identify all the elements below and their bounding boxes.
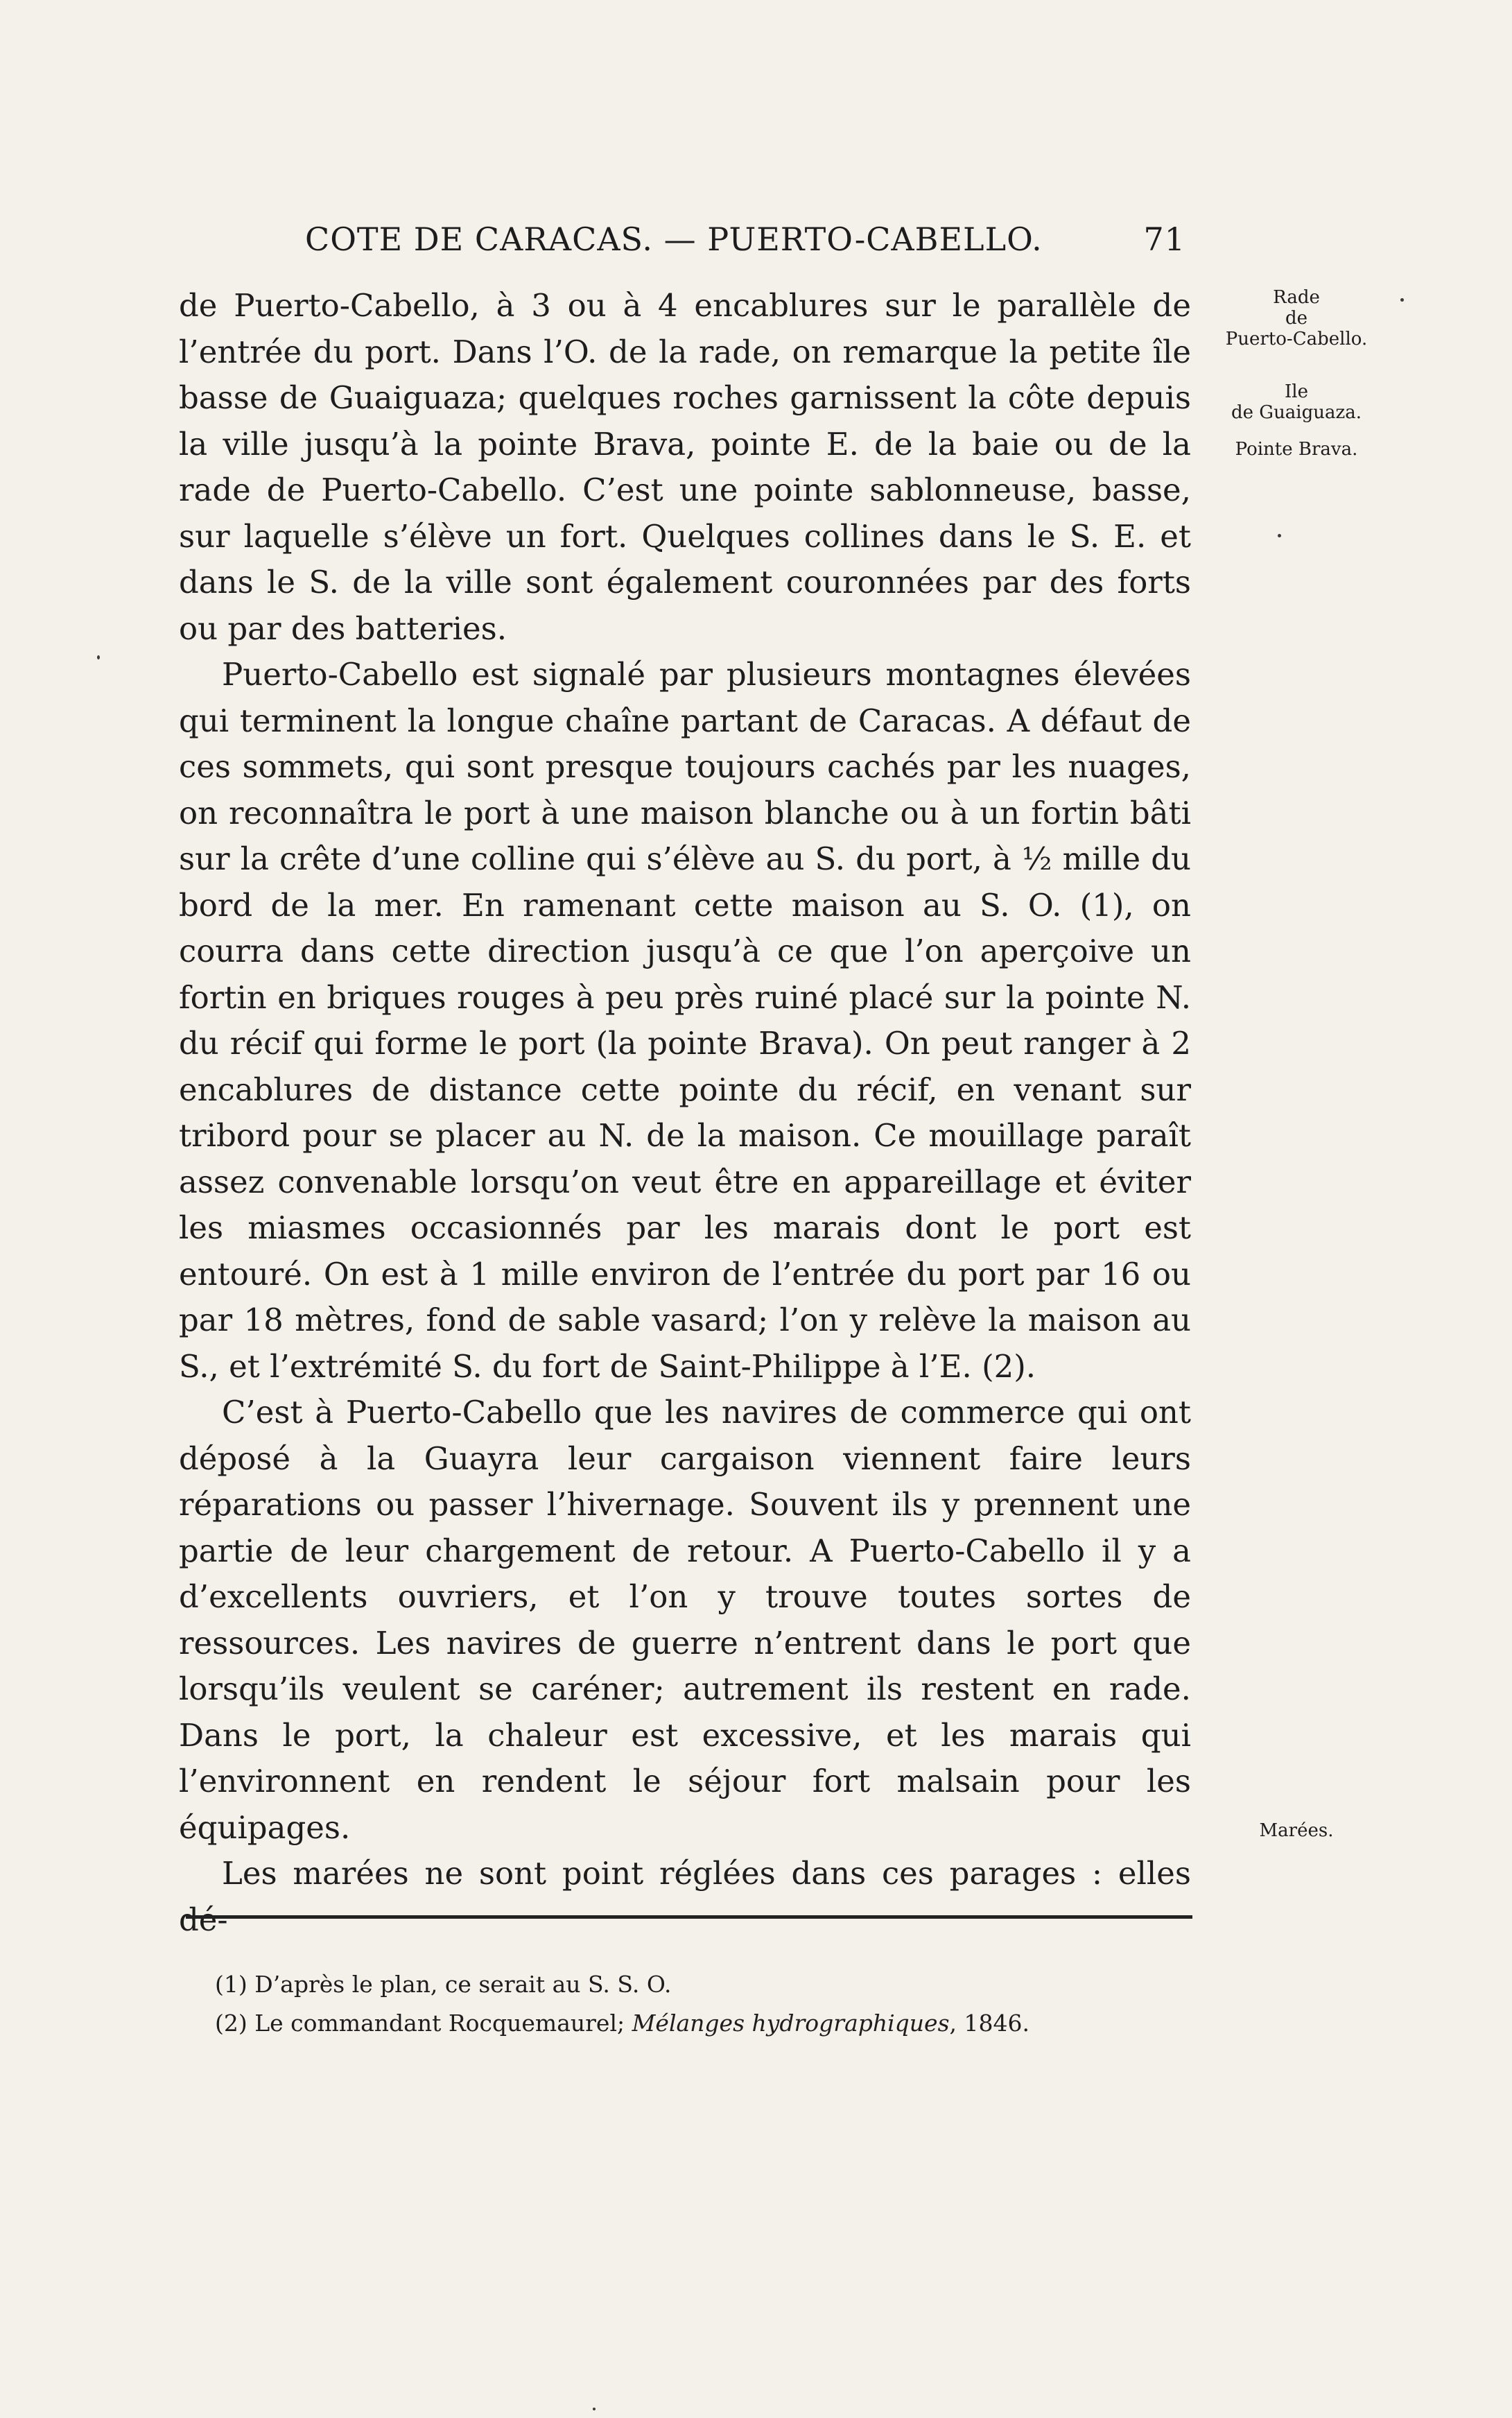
print-speck (1400, 298, 1404, 302)
margin-note-line: Marées. (1259, 1820, 1334, 1841)
paragraph: de Puerto-Cabello, à 3 ou à 4 encablures sur le parallèle de l’entrée du port. Dans l’O. de la rade, on remarque la petite île basse de Guaiguaza; quelques roches garnissent la côte depuis la ville jusqu’à la pointe Brava, pointe E. de la baie ou de la rade de Puerto-Cabello. C’est une pointe sablonneuse, basse, sur laquelle s’élève un fort. Quelques collines dans le S. E. et dans le S. de la ville sont également couronnées par des forts ou par des batteries. (179, 287, 1191, 647)
footnotes (215, 1965, 1185, 2043)
body-text (179, 283, 1191, 1943)
print-speck (97, 655, 100, 659)
margin-note-line: Puerto-Cabello. (1225, 329, 1368, 349)
footnote-2-prefix: (2) Le commandant Rocquemaurel; (215, 2010, 632, 2037)
footnote-1: (1) D’après le plan, ce serait au S. S. O. (215, 1971, 672, 1998)
margin-note-marees (1210, 1820, 1383, 1841)
paragraph: Puerto-Cabello est signalé par plusieurs montagnes élevées qui terminent la longue chaîne partant de Caracas. A défaut de ces sommets, qui sont presque toujours cachés par les nuages, on reconnaîtra le port à une maison blanche ou à un fortin bâti sur la crête d’une colline qui s’élève au S. du port, à ½ mille du bord de la mer. En ramenant cette maison au S. O. (1), on courra dans cette direction jusqu’à ce que l’on aperçoive un fortin en briques rouges à peu près ruiné placé sur la pointe N. du récif qui forme le port (la pointe Brava). On peut ranger à 2 encablures de distance cette pointe du récif, en venant sur tribord pour se placer au N. de la maison. Ce mouillage paraît assez convenable lorsqu’on veut être en appareillage et éviter les miasmes occasionnés par les marais dont le port est entouré. On est à 1 mille environ de l’entrée du port par 16 ou par 18 mètres, fond de sable vasard; l’on y relève la maison au S., et l’extrémité S. du fort de Saint-Philippe à l’E. (2). (179, 656, 1191, 1385)
margin-note-line: Pointe Brava. (1235, 439, 1358, 460)
page-number: 71 (1143, 221, 1185, 258)
paragraph: Les marées ne sont point réglées dans ces parages : elles dé- (179, 1855, 1191, 1938)
running-head-title: COTE DE CARACAS. — PUERTO-CABELLO. (305, 221, 1043, 258)
running-head (305, 221, 1185, 262)
paragraph: C’est à Puerto-Cabello que les navires de commerce qui ont déposé à la Guayra leur cargaison viennent faire leurs réparations ou passer l’hivernage. Souvent ils y prennent une partie de leur chargement de retour. A Puerto-Cabello il y a d’excellents ouvriers, et l’on y trouve toutes sortes de ressources. Les navires de guerre n’entrent dans le port que lorsqu’ils veulent se caréner; autrement ils restent en rade. Dans le port, la chaleur est excessive, et les marais qui l’environnent en rendent le séjour fort malsain pour les équipages. (179, 1394, 1191, 1846)
margin-note-line: Ile (1285, 381, 1308, 402)
footnote-rule (186, 1915, 1192, 1919)
margin-note-pointe-brava (1210, 439, 1383, 460)
footnote-2 (215, 2004, 1185, 2043)
margin-note-rade (1210, 287, 1383, 349)
footnote-2-title: Mélanges hydrographiques (632, 2010, 950, 2037)
margin-note-ile (1210, 381, 1383, 423)
margin-note-line: Rade (1273, 287, 1320, 308)
footnote-2-suffix: , 1846. (949, 2010, 1029, 2037)
margin-note-line: de Guaiguaza. (1231, 402, 1362, 423)
print-speck (1278, 534, 1281, 537)
margin-note-line: de (1285, 308, 1308, 329)
print-speck (593, 2408, 596, 2410)
